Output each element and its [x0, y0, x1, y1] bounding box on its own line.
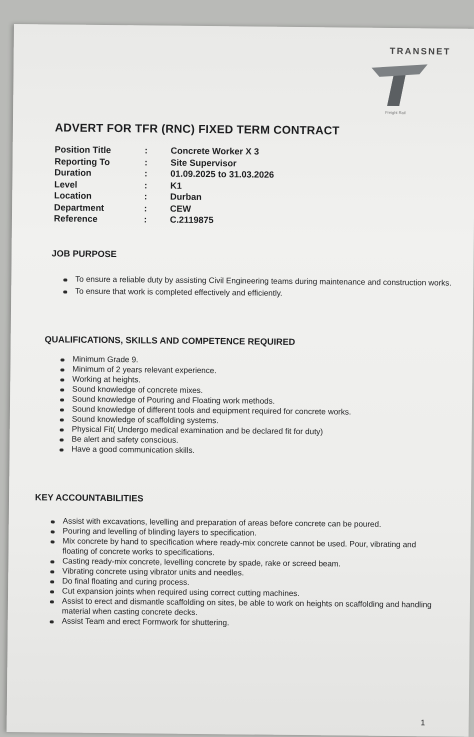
list-item: Sound knowledge of concrete mixes. — [58, 384, 448, 398]
detail-colon: : — [144, 156, 148, 167]
document-page — [7, 24, 474, 737]
page-number: 1 — [420, 718, 426, 728]
list-item: To ensure that work is completed effectively and efficiently. — [61, 287, 453, 301]
list-item: Casting ready-mix concrete, levelling concrete by spade, rake or screed beam. — [48, 556, 434, 570]
transnet-logo-icon — [369, 62, 429, 111]
detail-label: Reference — [53, 213, 98, 224]
detail-value: 01.09.2025 to 31.03.2026 — [170, 168, 275, 180]
detail-label: Reporting To — [54, 155, 110, 167]
list-item: Physical Fit( Undergo medical examination and be declared fit for duty) — [58, 424, 448, 438]
job-purpose-heading: JOB PURPOSE — [51, 248, 117, 260]
job-purpose-list — [61, 275, 453, 301]
list-item: Working at heights. — [58, 374, 448, 388]
list-item: Assist Team and erect Formwork for shuttering. — [48, 616, 434, 630]
detail-value: C.2119875 — [169, 214, 214, 226]
list-item: Vibrating concrete using vibrator units and needles. — [48, 566, 434, 580]
brand-subtitle: Freight Rail — [385, 109, 406, 116]
detail-value: Concrete Worker X 3 — [170, 145, 260, 157]
list-item: Minimum of 2 years relevant experience. — [58, 364, 448, 378]
list-item: Sound knowledge of different tools and equipment required for concrete works. — [58, 404, 448, 418]
detail-value: Durban — [170, 191, 202, 202]
list-item: Assist to erect and dismantle scaffolding on sites, be able to work on heights on scaffolding and handling material when casting concrete decks. — [48, 596, 434, 620]
list-item: Do final floating and curing process. — [48, 576, 434, 590]
list-item: Assist with excavations, levelling and preparation of areas before concrete can be poured. — [49, 516, 435, 530]
list-item: To ensure a reliable duty by assisting Civil Engineering teams during maintenance and construction works. — [61, 275, 453, 289]
list-item: Pouring and levelling of blinding layers to specification. — [49, 526, 435, 540]
detail-colon: : — [144, 168, 148, 179]
key-accountabilities-heading: KEY ACCOUNTABILITIES — [34, 492, 144, 504]
detail-colon: : — [144, 191, 148, 202]
detail-value: Site Supervisor — [170, 157, 237, 168]
list-item: Have a good communication skills. — [57, 444, 447, 458]
list-item: Be alert and safety conscious. — [58, 434, 448, 448]
list-item: Sound knowledge of scaffolding systems. — [58, 414, 448, 428]
detail-label: Location — [54, 190, 92, 201]
brand-name: TRANSNET — [389, 45, 451, 57]
detail-value: K1 — [170, 180, 182, 191]
key-accountabilities-list — [48, 516, 435, 630]
position-details — [54, 144, 274, 227]
detail-colon: : — [144, 202, 148, 213]
qualifications-heading: QUALIFICATIONS, SKILLS AND COMPETENCE REQUIRED — [44, 334, 296, 347]
detail-label: Level — [54, 178, 78, 190]
qualifications-list — [57, 354, 448, 458]
detail-label: Position Title — [54, 144, 112, 156]
detail-colon: : — [144, 145, 148, 156]
list-item: Sound knowledge of Pouring and Floating work methods. — [58, 394, 448, 408]
detail-label: Duration — [54, 167, 92, 178]
detail-colon: : — [143, 214, 148, 225]
detail-value: CEW — [170, 203, 192, 214]
list-item: Cut expansion joints when required using correct cutting machines. — [48, 586, 434, 600]
list-item: Minimum Grade 9. — [58, 354, 448, 368]
detail-row-reference — [54, 213, 274, 227]
detail-label: Department — [54, 201, 105, 213]
advert-title: ADVERT FOR TFR (RNC) FIXED TERM CONTRACT — [54, 122, 340, 138]
list-item: Mix concrete by hand to specification where ready-mix concrete cannot be used. Pour, vibrating and floating of concrete works to specifications. — [48, 536, 434, 560]
detail-colon: : — [144, 179, 148, 190]
